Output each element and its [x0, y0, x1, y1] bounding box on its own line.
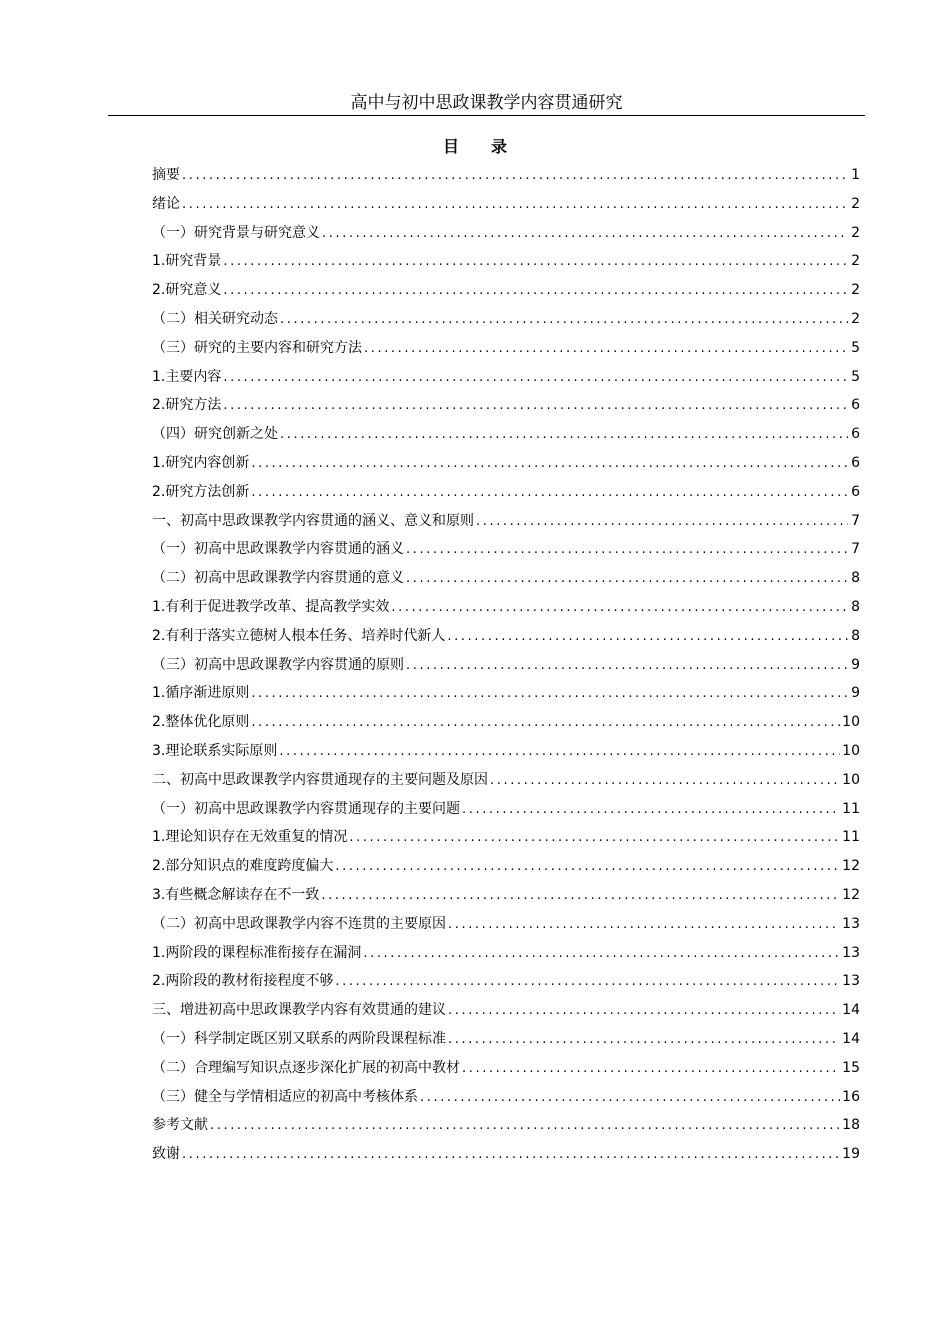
toc-dot-leader	[182, 195, 848, 215]
toc-entry-label: 3.有些概念解读存在不一致	[152, 886, 320, 903]
toc-entry-label: （二）初高中思政课教学内容不连贯的主要原因	[152, 915, 446, 932]
toc-entry[interactable]	[152, 683, 860, 712]
toc-dot-leader	[251, 684, 848, 704]
toc-entry-label: 1.理论知识存在无效重复的情况	[152, 829, 348, 846]
toc-entry-page-number: 6	[851, 397, 860, 414]
toc-dot-leader	[251, 454, 848, 474]
toc-dot-leader	[335, 972, 840, 992]
toc-entry-page-number: 18	[842, 1117, 860, 1134]
toc-entry[interactable]	[152, 914, 860, 943]
toc-entry-label: （二）相关研究动态	[152, 310, 278, 327]
toc-entry-page-number: 15	[842, 1059, 860, 1076]
toc-dot-leader	[364, 339, 848, 359]
toc-dot-leader	[406, 569, 848, 589]
toc-entry-page-number: 2	[851, 195, 860, 212]
toc-entry[interactable]	[152, 568, 860, 597]
toc-entry-label: 绪论	[152, 195, 180, 212]
toc-entry[interactable]	[152, 1144, 860, 1173]
toc-entry[interactable]	[152, 280, 860, 309]
toc-entry-label: 1.两阶段的课程标准衔接存在漏洞	[152, 944, 362, 961]
toc-entry-page-number: 6	[851, 483, 860, 500]
toc-entry[interactable]	[152, 395, 860, 424]
toc-entry-page-number: 10	[842, 771, 860, 788]
toc-entry[interactable]	[152, 971, 860, 1000]
toc-entry-label: 一、初高中思政课教学内容贯通的涵义、意义和原则	[152, 512, 474, 529]
toc-entry[interactable]	[152, 1087, 860, 1116]
toc-dot-leader	[363, 944, 840, 964]
toc-entry[interactable]	[152, 626, 860, 655]
toc-dot-leader	[420, 1088, 840, 1108]
toc-entry-label: （三）健全与学情相适应的初高中考核体系	[152, 1088, 418, 1105]
toc-entry[interactable]	[152, 885, 860, 914]
toc-entry-page-number: 12	[842, 886, 860, 903]
toc-entry-label: 1.研究背景	[152, 253, 222, 270]
toc-entry[interactable]	[152, 367, 860, 396]
toc-entry-page-number: 13	[842, 915, 860, 932]
toc-entry-page-number: 6	[851, 426, 860, 443]
running-header-title: 高中与初中思政课教学内容贯通研究	[350, 93, 623, 113]
toc-entry-page-number: 1	[851, 167, 860, 183]
header-rule	[108, 115, 865, 116]
toc-entry-page-number: 7	[851, 512, 860, 529]
toc-entry[interactable]	[152, 223, 860, 252]
toc-entry-page-number: 2	[851, 282, 860, 299]
toc-entry-page-number: 16	[842, 1088, 860, 1105]
toc-entry-label: 2.研究方法	[152, 397, 222, 414]
toc-entry[interactable]	[152, 655, 860, 684]
toc-entry-label: （一）研究背景与研究意义	[152, 224, 320, 241]
toc-dot-leader	[490, 771, 840, 791]
toc-entry-label: 2.研究方法创新	[152, 483, 250, 500]
toc-entry-label: （二）初高中思政课教学内容贯通的意义	[152, 570, 404, 587]
toc-entry-page-number: 13	[842, 944, 860, 961]
toc-entry-page-number: 10	[842, 742, 860, 759]
toc-entry-label: （三）研究的主要内容和研究方法	[152, 339, 362, 356]
toc-entry-label: 2.整体优化原则	[152, 714, 250, 731]
toc-entry-label: （一）初高中思政课教学内容贯通的涵义	[152, 541, 404, 558]
toc-dot-leader	[280, 310, 848, 330]
toc-entry-page-number: 7	[851, 541, 860, 558]
toc-entry-page-number: 5	[851, 368, 860, 385]
toc-entry-page-number: 13	[842, 973, 860, 990]
toc-entry-label: 摘要	[152, 167, 180, 183]
toc-dot-leader	[391, 598, 848, 618]
toc-entry[interactable]	[152, 799, 860, 828]
toc-dot-leader	[406, 540, 848, 560]
toc-entry-label: （三）初高中思政课教学内容贯通的原则	[152, 656, 404, 673]
toc-entry-page-number: 6	[851, 454, 860, 471]
toc-entry[interactable]	[152, 1000, 860, 1029]
toc-dot-leader	[251, 483, 848, 503]
toc-entry-label: 1.主要内容	[152, 368, 222, 385]
toc-entry[interactable]	[152, 453, 860, 482]
toc-dot-leader	[448, 915, 840, 935]
toc-dot-leader	[223, 281, 848, 301]
toc-entry-label: 致谢	[152, 1146, 180, 1163]
toc-entry-label: （一）科学制定既区别又联系的两阶段课程标准	[152, 1030, 446, 1047]
toc-entry-page-number: 8	[851, 570, 860, 587]
toc-entry-label: 2.两阶段的教材衔接程度不够	[152, 973, 334, 990]
toc-dot-leader	[223, 396, 848, 416]
toc-entry[interactable]	[152, 424, 860, 453]
toc-dot-leader	[462, 1059, 840, 1079]
toc-entry[interactable]	[152, 539, 860, 568]
toc-dot-leader	[279, 742, 840, 762]
toc-entry-page-number: 2	[851, 310, 860, 327]
toc-entry[interactable]	[152, 712, 860, 741]
toc-entry-label: 1.循序渐进原则	[152, 685, 250, 702]
toc-entry[interactable]	[152, 194, 860, 223]
toc-entry-page-number: 11	[842, 829, 860, 846]
toc-entry-label: 3.理论联系实际原则	[152, 742, 278, 759]
toc-entry[interactable]	[152, 511, 860, 540]
toc-dot-leader	[321, 886, 840, 906]
toc-entry[interactable]	[152, 165, 860, 194]
toc-entry-page-number: 14	[842, 1002, 860, 1019]
toc-entry-label: 二、初高中思政课教学内容贯通现存的主要问题及原因	[152, 771, 488, 788]
toc-entry[interactable]	[152, 770, 860, 799]
toc-entry-page-number: 2	[851, 253, 860, 270]
toc-dot-leader	[462, 800, 840, 820]
toc-dot-leader	[448, 1030, 840, 1050]
toc-dot-leader	[280, 425, 848, 445]
toc-entry[interactable]	[152, 338, 860, 367]
toc-dot-leader	[448, 1001, 840, 1021]
toc-entry-label: （四）研究创新之处	[152, 426, 278, 443]
toc-entry[interactable]	[152, 251, 860, 280]
toc-entry-page-number: 8	[851, 627, 860, 644]
toc-heading: 目 录	[442, 137, 507, 156]
toc-entry[interactable]	[152, 856, 860, 885]
toc-entry-page-number: 8	[851, 598, 860, 615]
toc-dot-leader	[447, 627, 848, 647]
toc-entry-page-number: 2	[851, 224, 860, 241]
toc-dot-leader	[322, 224, 848, 244]
toc-entry[interactable]	[152, 1115, 860, 1144]
toc-dot-leader	[335, 857, 840, 877]
toc-entry-label: 参考文献	[152, 1117, 208, 1134]
toc-entry-label: 2.部分知识点的难度跨度偏大	[152, 858, 334, 875]
toc-entry-page-number: 5	[851, 339, 860, 356]
toc-dot-leader	[406, 656, 848, 676]
toc-entry[interactable]	[152, 827, 860, 856]
toc-dot-leader	[251, 713, 840, 733]
toc-entry-page-number: 11	[842, 800, 860, 817]
toc-dot-leader	[476, 512, 848, 532]
toc-dot-leader	[223, 252, 848, 272]
toc-entry-page-number: 9	[851, 656, 860, 673]
toc-entry[interactable]	[152, 1058, 860, 1087]
toc-dot-leader	[223, 368, 848, 388]
toc-entry-label: 1.研究内容创新	[152, 454, 250, 471]
toc-entry[interactable]	[152, 1029, 860, 1058]
toc-dot-leader	[349, 828, 840, 848]
toc-entry-page-number: 14	[842, 1030, 860, 1047]
toc-entry-label: （二）合理编写知识点逐步深化扩展的初高中教材	[152, 1059, 460, 1076]
toc-entry[interactable]	[152, 943, 860, 972]
toc-entry[interactable]	[152, 309, 860, 338]
toc-entry[interactable]	[152, 741, 860, 770]
toc-entry-page-number: 9	[851, 685, 860, 702]
toc-entry[interactable]	[152, 597, 860, 626]
toc-entry-page-number: 10	[842, 714, 860, 731]
toc-dot-leader	[182, 1145, 840, 1165]
toc-entry-label: 1.有利于促进教学改革、提高教学实效	[152, 598, 390, 615]
toc-entry[interactable]	[152, 482, 860, 511]
table-of-contents	[152, 165, 860, 1173]
toc-dot-leader	[210, 1116, 840, 1136]
toc-entry-page-number: 19	[842, 1146, 860, 1163]
toc-entry-label: 三、增进初高中思政课教学内容有效贯通的建议	[152, 1002, 446, 1019]
toc-entry-label: 2.有利于落实立德树人根本任务、培养时代新人	[152, 627, 446, 644]
toc-entry-label: 2.研究意义	[152, 282, 222, 299]
toc-entry-page-number: 12	[842, 858, 860, 875]
toc-entry-label: （一）初高中思政课教学内容贯通现存的主要问题	[152, 800, 460, 817]
toc-dot-leader	[182, 166, 848, 186]
